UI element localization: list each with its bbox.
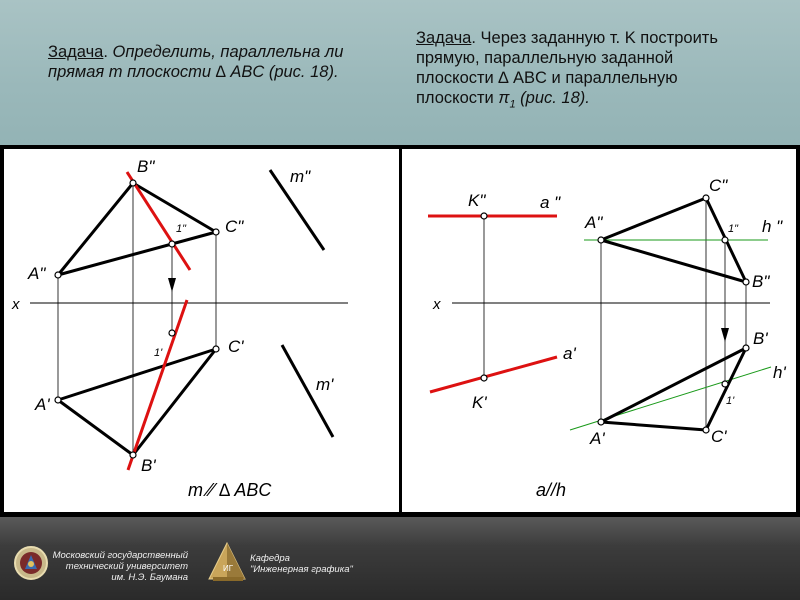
right-point-11 — [722, 381, 728, 387]
department-line2: "Инженерная графика" — [250, 564, 353, 575]
right-point-k1 — [481, 375, 487, 381]
left-label-a1: A' — [35, 395, 50, 414]
right-point-a2 — [598, 237, 604, 243]
right-label-c2: C" — [709, 176, 728, 195]
left-label-m1: m' — [316, 375, 334, 394]
task-right-line2: прямую, параллельную заданной — [416, 49, 674, 67]
left-panel — [4, 149, 399, 512]
right-point-c2 — [703, 195, 709, 201]
task-right: Задача. Через заданную т. K построить прямую, параллельную заданной плоскости ∆ ABC и параллельную плоскости $\pi_1$ (рис. 18). — [416, 28, 796, 114]
task-right-keyword: Задача — [416, 29, 472, 47]
left-label-11: 1' — [154, 347, 163, 359]
right-label-a1pt: A' — [590, 429, 605, 448]
left-point-a2 — [55, 272, 61, 278]
left-conclusion: m ⁄⁄ ∆ ABC — [188, 480, 272, 500]
department-line1: Кафедра — [250, 553, 290, 564]
task-right-pi-sub: 1 — [509, 98, 516, 111]
right-label-a2pt: A" — [585, 213, 603, 232]
task-right-line4-suffix: (рис. 18). — [515, 89, 590, 107]
right-point-a1 — [598, 419, 604, 425]
university-name — [48, 550, 188, 583]
left-point-12 — [169, 241, 175, 247]
right-label-k1: K' — [472, 393, 487, 412]
left-label-b1: B' — [141, 456, 156, 475]
right-label-h1: h' — [773, 363, 786, 382]
left-point-c2 — [213, 229, 219, 235]
left-point-11 — [169, 330, 175, 336]
left-label-m2: m" — [290, 167, 311, 186]
left-point-b2 — [130, 180, 136, 186]
university-line2: технический университет — [65, 561, 188, 572]
diagram-svg — [0, 145, 800, 517]
right-label-a1: a' — [563, 344, 576, 363]
left-x-label: x — [12, 296, 20, 313]
task-right-line3: плоскости ∆ ABC и параллельную — [416, 69, 678, 87]
left-label-b2: B" — [137, 157, 155, 176]
university-emblem-icon — [13, 545, 49, 581]
svg-text:ИГ: ИГ — [222, 564, 234, 573]
right-point-b1 — [743, 345, 749, 351]
right-label-a2: a " — [540, 193, 561, 212]
university-line3: им. Н.Э. Баумана — [111, 572, 188, 583]
right-label-k2: K" — [468, 191, 486, 210]
task-left-text: Определить, параллельна ли прямая m плоскости ∆ ABC (рис. 18). — [48, 43, 344, 81]
right-label-b2: B" — [752, 272, 770, 291]
task-left-keyword: Задача — [48, 43, 104, 61]
right-label-b1: B' — [753, 329, 768, 348]
task-right-line4-prefix: плоскости — [416, 89, 499, 107]
right-label-12: 1" — [728, 223, 739, 235]
right-point-c1 — [703, 427, 709, 433]
header — [0, 0, 800, 145]
right-label-11: 1' — [726, 395, 735, 407]
right-point-12 — [722, 237, 728, 243]
left-label-12: 1" — [176, 223, 187, 235]
drawing-area — [0, 145, 800, 517]
left-label-c1: C' — [228, 337, 244, 356]
footer — [0, 517, 800, 600]
right-panel — [402, 149, 796, 512]
right-point-k2 — [481, 213, 487, 219]
right-label-h2: h " — [762, 217, 783, 236]
task-right-pi: π — [498, 89, 510, 107]
right-label-c1: C' — [711, 427, 727, 446]
right-conclusion: a//h — [536, 480, 567, 500]
department-pyramid-icon — [207, 541, 247, 583]
left-point-b1 — [130, 452, 136, 458]
right-point-b2 — [743, 279, 749, 285]
left-label-a2: A" — [28, 264, 46, 283]
university-line1: Московский государственный — [52, 550, 188, 561]
left-label-c2: C" — [225, 217, 244, 236]
right-x-label: x — [433, 296, 441, 313]
left-point-a1 — [55, 397, 61, 403]
left-point-c1 — [213, 346, 219, 352]
department-name — [250, 553, 410, 575]
task-left: Задача. Определить, параллельна ли прямая m плоскости ∆ ABC (рис. 18). — [48, 43, 344, 81]
task-right-line1: Через заданную т. K построить — [480, 29, 718, 47]
